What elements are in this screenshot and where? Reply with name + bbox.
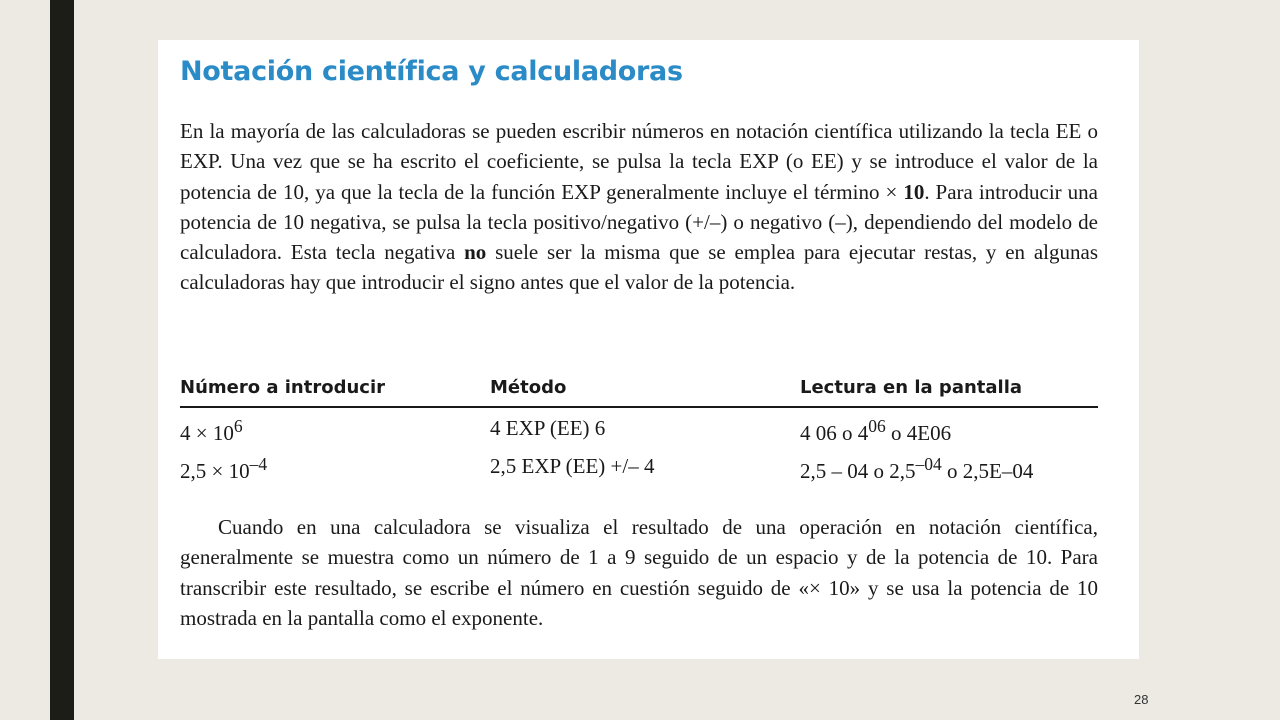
table-row [180, 446, 1098, 484]
reading-part-a: 4 06 o 4 [800, 421, 869, 445]
cell-method: 4 EXP (EE) 6 [490, 416, 606, 440]
cell-method: 2,5 EXP (EE) +/– 4 [490, 454, 655, 478]
content-image-panel [158, 40, 1139, 659]
reading-exponent: 06 [868, 416, 886, 436]
number-base: 2,5 × 10 [180, 459, 250, 483]
cell-reading [800, 454, 1033, 484]
number-exponent: –4 [249, 454, 268, 474]
table-header-row [180, 374, 1098, 408]
intro-text-1: En la mayoría de las calculadoras se pueden escribir números en notación científica utilizando la tecla EE o EXP. Una vez que se ha escrito el coeficiente, se pulsa la tecla EXP (o EE) y se introduce el valor de la potencia de 10, ya que la tecla de la función EXP generalmente incluye el término × [180, 119, 1098, 204]
reading-exponent: –04 [915, 454, 942, 474]
cell-reading [800, 416, 951, 446]
outro-paragraph: Cuando en una calculadora se visualiza el resultado de una operación en notación científica, generalmente se muestra como un número de 1 a 9 seguido de un espacio y de la potencia de 10. Para transcribir este resultado, se escribe el número en cuestión seguido de «× 10» y se usa la potencia de 10 mostrada en la pantalla como el exponente. [180, 515, 1098, 630]
left-accent-bar [50, 0, 74, 720]
section-title: Notación científica y calculadoras [180, 56, 683, 87]
cell-number [180, 454, 267, 484]
intro-paragraph [180, 116, 1098, 298]
header-display-reading: Lectura en la pantalla [800, 377, 1023, 398]
table-row [180, 408, 1098, 446]
intro-bold-ten: 10 [903, 179, 925, 204]
intro-bold-no: no [464, 240, 487, 265]
intro-text-2: . Para introducir una potencia de 10 negativa, se pulsa la tecla positivo/negativo (+/–) o negativo (–), dependiendo del modelo de calculadora. Esta tecla negativa [180, 179, 1098, 265]
reading-part-a: 2,5 – 04 o 2,5 [800, 459, 916, 483]
intro-text-3: suele ser la misma que se emplea para ejecutar restas, y en algunas calculadoras hay que introducir el signo antes que el valor de la potencia. [180, 240, 1098, 295]
number-base: 4 × 10 [180, 421, 234, 445]
page-number: 28 [1134, 692, 1149, 707]
calculator-table [180, 374, 1098, 484]
number-exponent: 6 [233, 416, 243, 436]
reading-part-b: o 2,5E–04 [941, 459, 1034, 483]
cell-number [180, 416, 243, 446]
header-number-to-enter: Número a introducir [180, 377, 386, 398]
header-method: Método [490, 377, 567, 398]
reading-part-b: o 4E06 [885, 421, 952, 445]
